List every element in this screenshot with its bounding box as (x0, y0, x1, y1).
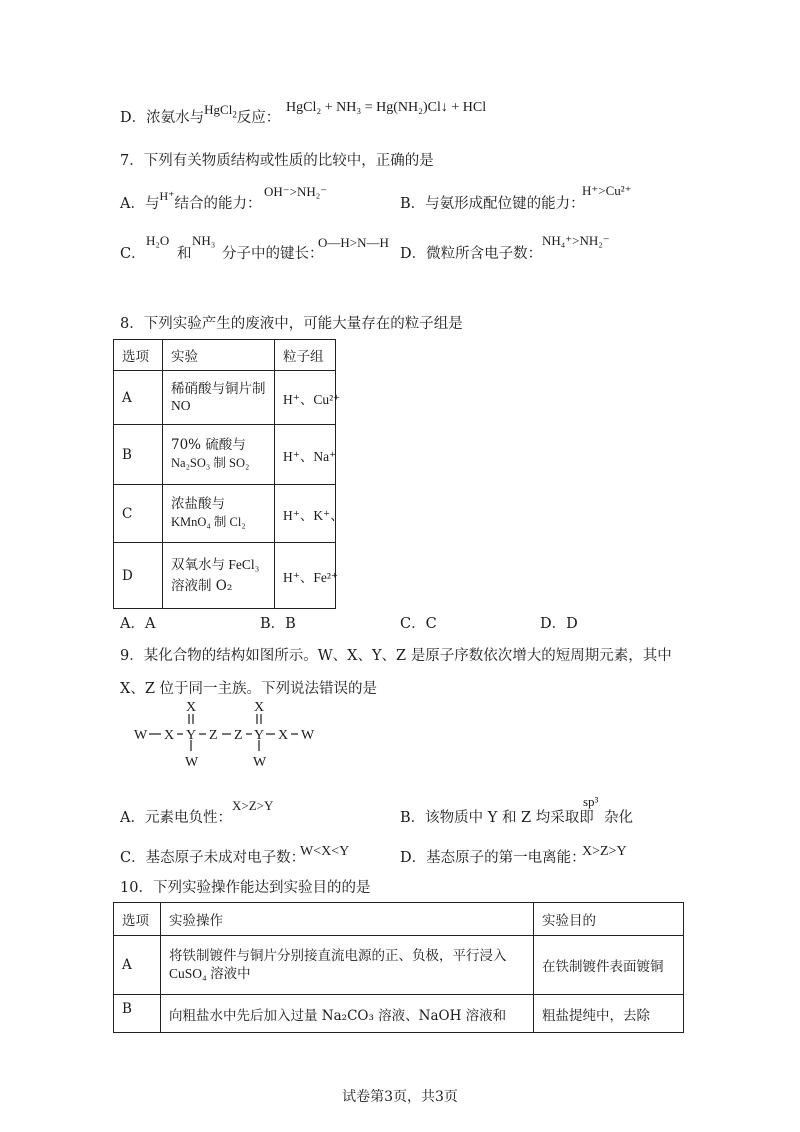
q9-option-d: D．基态原子的第一电离能： (400, 850, 586, 866)
q9-d-expr: X>Z>Y (582, 844, 627, 859)
q7-c-expr: O—H>N—H (318, 235, 389, 250)
chain-atom-7: X (278, 728, 289, 743)
q9-option-c: C．基态原子未成对电子数： (120, 850, 306, 866)
q7-a-ion: H⁺ (159, 189, 175, 203)
q9-option-a: A．元素电负性： (120, 810, 232, 826)
q7-option-b: B．与氨形成配位键的能力： (400, 196, 585, 212)
q10-row-b-goal: 粗盐提纯中，去除 (542, 1007, 650, 1024)
q8-choice-a: A．A (120, 616, 156, 632)
q10-header-goal: 实验目的 (542, 913, 596, 929)
q7-c-molecule-1: H₂O (146, 233, 170, 248)
table-row (114, 371, 336, 425)
q7-a-expr: OH⁻>NH₂⁻ (264, 184, 328, 199)
q10-stem: 10．下列实验操作能达到实验目的的是 (120, 880, 371, 896)
q8-row-b-particles: H⁺、Na⁺ (283, 448, 337, 464)
q8-row-d-particles: H⁺、Fe²⁺ (283, 569, 339, 585)
q10-row-a-operation: 将铁制镀件与铜片分别接直流电源的正、负极，平行浸入 CuSO₄ 溶液中 (169, 947, 507, 981)
q9-stem-line-1: 9．某化合物的结构如图所示。W、X、Y、Z 是原子序数依次增大的短周期元素，其中 (120, 648, 672, 664)
q7-stem: 7．下列有关物质结构或性质的比较中，正确的是 (120, 153, 434, 169)
chain-atom-1: W (134, 728, 148, 743)
q7-option-a: A．与$^{H^+}$结合的能力： (120, 189, 262, 212)
q8-row-c-particles: H⁺、K⁺、 (283, 507, 344, 523)
q10-header-row (114, 903, 684, 936)
q8-row-b-experiment: 70% 硫酸与 Na₂SO₃ 制 SO₂ (171, 437, 250, 471)
q6-option-d: D．浓氨水与HgCl$_2$反应： (120, 102, 281, 126)
q8-stem: 8．下列实验产生的废液中，可能大量存在的粒子组是 (120, 316, 463, 332)
top-atom-1: X (186, 700, 197, 715)
q8-choice-b: B．B (260, 616, 296, 632)
q8-row-d-option: D (122, 567, 133, 584)
q8-header-particles: 粒子组 (283, 349, 324, 365)
q8-row-a-option: A (122, 389, 132, 406)
chain-atom-3: Y (186, 728, 197, 743)
q7-c-text: 分子中的键长： (222, 246, 324, 262)
q8-choice-c: C．C (400, 616, 437, 632)
chain-atom-8: W (301, 728, 315, 743)
q8-choice-d: D．D (540, 616, 578, 632)
q6-reagent: HgCl$_2$ (204, 102, 237, 120)
table-row (114, 995, 684, 1033)
q8-table (113, 339, 344, 609)
q8-row-d-experiment: 双氧水与 FeCl₃ 溶液制 O₂ (171, 557, 260, 594)
q8-row-a-experiment: 稀硝酸与铜片制 NO (171, 380, 266, 413)
q7-d-expr: NH₄⁺>NH₂⁻ (542, 233, 610, 248)
q6-equation: HgCl₂ + NH₃ = Hg(NH₂)Cl↓ + HCl (286, 100, 487, 115)
q7-c-and: 和 (177, 246, 192, 262)
q8-row-c-option: C (122, 505, 133, 522)
q9-b-expr: sp³ (583, 794, 599, 809)
q10-header-option: 选项 (122, 913, 149, 929)
q10-header-operation: 实验操作 (169, 913, 223, 929)
q8-row-a-particles: H⁺、Cu²⁺ (283, 391, 341, 407)
q9-structure-diagram (120, 696, 340, 772)
q9-b-suffix: 杂化 (604, 810, 633, 826)
chain-atom-6: Y (254, 728, 265, 743)
table-row (114, 485, 336, 543)
q9-c-expr: W<X<Y (300, 844, 350, 859)
table-row (114, 936, 684, 995)
q10-row-a-goal: 在铁制镀件表面镀铜 (542, 959, 664, 975)
q7-option-c: C． (120, 246, 146, 262)
chain-atom-5: Z (234, 728, 243, 743)
top-atom-2: X (254, 700, 265, 715)
q8-header-experiment: 实验 (171, 349, 198, 365)
q7-b-expr: H⁺>Cu²⁺ (582, 183, 632, 198)
bottom-atom-2: W (253, 755, 267, 770)
q9-option-b: B．该物质中 Y 和 Z 均采取即 (400, 810, 594, 826)
chain-atom-2: X (164, 728, 175, 743)
q10-table (113, 902, 684, 1033)
q8-row-b-option: B (122, 446, 132, 463)
q8-header-option: 选项 (122, 349, 149, 365)
bottom-atom-1: W (185, 755, 199, 770)
table-row (114, 543, 336, 609)
chain-atom-4: Z (209, 728, 218, 743)
q7-option-d: D．微粒所含电子数： (400, 246, 543, 262)
q10-row-b-option: B (122, 1001, 132, 1017)
q8-row-c-experiment: 浓盐酸与 KMnO₄ 制 Cl₂ (171, 496, 246, 530)
q10-row-b-operation: 向粗盐水中先后加入过量 Na₂CO₃ 溶液、NaOH 溶液和 (169, 1007, 507, 1024)
q10-row-a-option: A (122, 957, 132, 973)
q9-a-expr: X>Z>Y (232, 798, 274, 813)
q7-c-molecule-2: NH₃ (192, 233, 216, 248)
q8-header-row (114, 340, 336, 371)
q9-stem-line-2: X、Z 位于同一主族。下列说法错误的是 (120, 681, 378, 697)
table-row (114, 425, 336, 485)
page-footer: 试卷第3页，共3页 (342, 1089, 458, 1105)
